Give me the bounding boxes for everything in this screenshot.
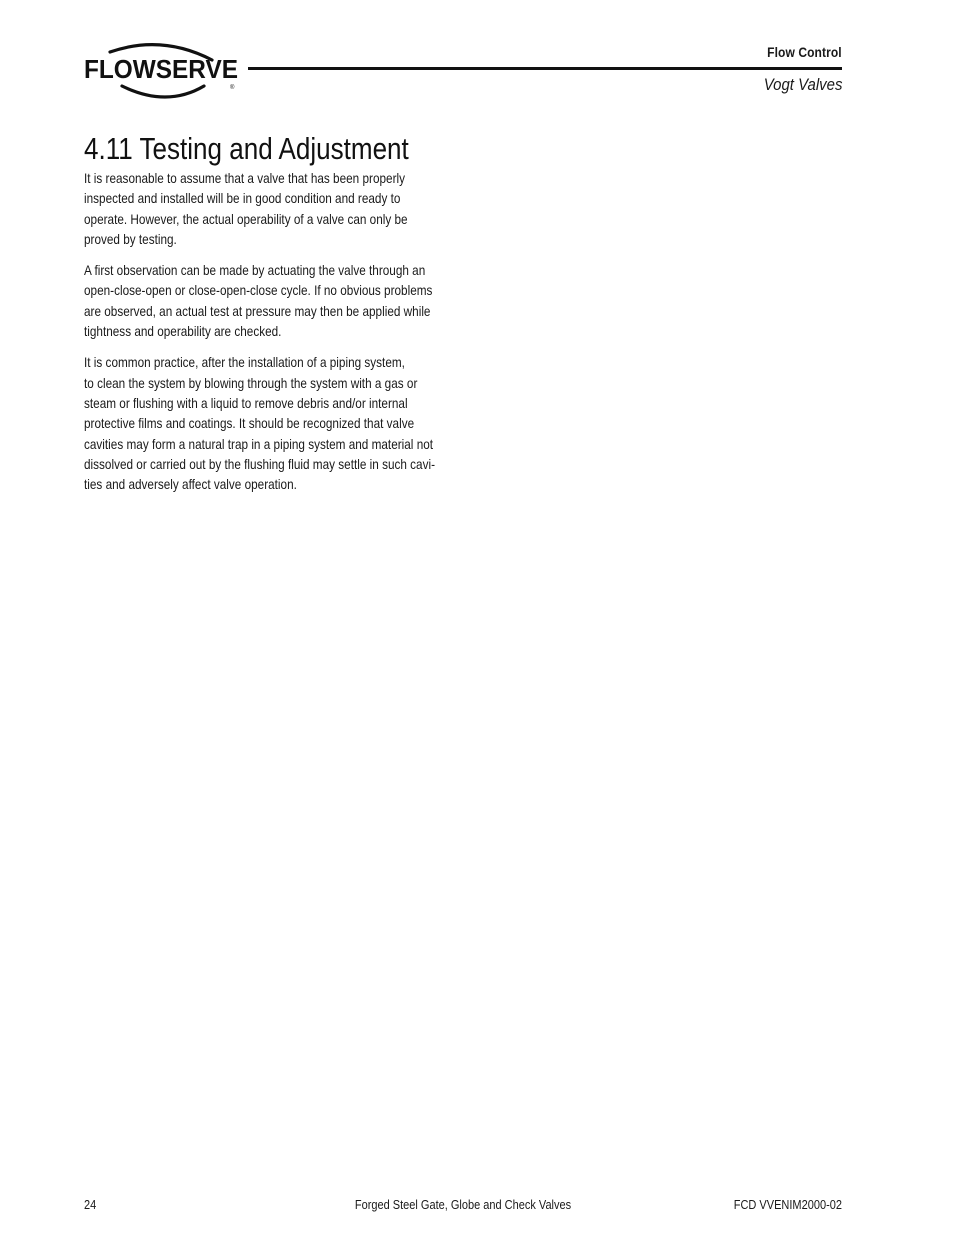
footer-document-code: FCD VVENIM2000-02 bbox=[733, 1198, 842, 1212]
logo-wordmark: FLOWSERVE bbox=[84, 54, 238, 84]
paragraph: It is common practice, after the installation of a piping system, to clean the system by blowing through the system with a gas or steam or flushing with a liquid to remove debris and/or internal protective films and coatings. It should be recognized that valve cavities may form a natural trap in a piping system and material not dissolved or carried out by the flushing fluid may settle in such cavi- ties and adversely affect valve operation. bbox=[84, 354, 436, 493]
flowserve-logo bbox=[82, 40, 242, 102]
logo-swoosh-icon bbox=[82, 40, 242, 102]
section-title: 4.11 Testing and Adjustment bbox=[84, 131, 409, 166]
paragraph: It is reasonable to assume that a valve that has been properly inspected and installed will be in good condition and ready to operate. However, the actual operability of a valve can only be proved by testing. bbox=[84, 170, 408, 247]
header-division: Flow Control bbox=[767, 44, 842, 60]
header-brand: Vogt Valves bbox=[763, 75, 842, 94]
svg-text:®: ® bbox=[230, 85, 235, 91]
paragraph: A first observation can be made by actuating the valve through an open-close-open or close-open-close cycle. If no obvious problems are observed, an actual test at pressure may then be applied while tightness and operability are checked. bbox=[84, 262, 433, 340]
footer-document-title: Forged Steel Gate, Globe and Check Valves bbox=[354, 1198, 572, 1212]
header-divider bbox=[248, 67, 842, 70]
page-number: 24 bbox=[84, 1198, 97, 1212]
section-body bbox=[84, 168, 454, 505]
